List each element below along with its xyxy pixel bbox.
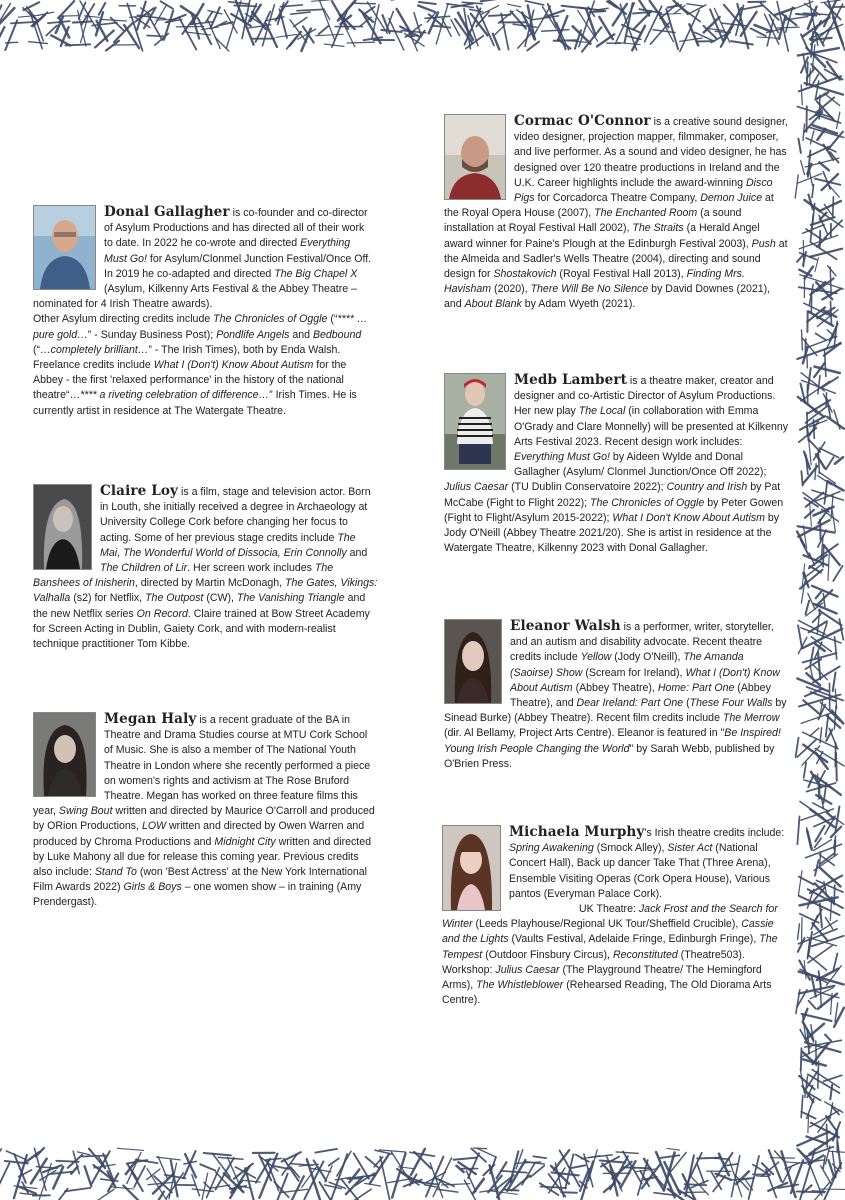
- cormac-oconnor-photo: [444, 114, 506, 200]
- megan-haly-photo: [33, 712, 96, 797]
- bio-name: Michaela Murphy: [509, 824, 645, 840]
- bio-text: UK Theatre: Jack Frost and the Search for Winter (Leeds Playhouse/Regional UK Tour/Sheffield Crucible), Cassie and the Lights (Vaults Festival, Adelaide Fringe, Edinburgh Fringe), The Tempest (Outdoor Finsbury Circus), Reconstituted (Theatre503). Workshop: Julius Caesar (The Playground Theatre/ The Hemingford Arms), The Whistleblower (Rehearsed Reading, The Old Diorama Arts Centre).: [442, 903, 778, 1007]
- bio-name: Cormac O'Connor: [514, 113, 651, 129]
- bio-name: Donal Gallagher: [104, 204, 230, 220]
- bio-medb-lambert: [444, 373, 789, 556]
- bio-name: Medb Lambert: [514, 372, 627, 388]
- bio-donal-gallagher: [33, 205, 373, 419]
- bio-name: Eleanor Walsh: [510, 618, 621, 634]
- bio-text: is a theatre maker, creator and designer and co-Artistic Director of Asylum Productions. Her new play The Local (in collaboration with Emma O'Grady and Clare Monnelly) will be presented at Kilkenny Arts Festival 2023. Recent design work includes: Everything Must Go! by Aideen Wylde and Donal Gallagher (Asylum/ Clonmel Junction/Once Off 2022); Julius Caesar (TU Dublin Conservatoire 2022); Country and Irish by Pat McCabe (Fight to Flight 2022); The Chronicles of Oggle by Peter Gowen (Fight to Flight/Asylum 2015-2022); What I Don't Know About Autism by Jody O'Neill (Abbey Theatre 2021/20). She is artist in residence at the Watergate Theatre, Kilkenny 2023 with Donal Gallagher.: [444, 375, 789, 555]
- bio-text: is a film, stage and television actor. Born in Louth, she initially received a degree in Archaeology at University College Cork before changing her focus to acting. Some of her previous stage credits include The Mai, The Wonderful World of Dissocia, Erin Connolly and The Children of Lir. Her screen work includes The Banshees of Inisherin, directed by Martin McDonagh, The Gates, Vikings: Valhalla (s2) for Netflix, The Outpost (CW), The Vanishing Triangle and the new Netflix series On Record. Claire trained at Bow Street Academy for Screen Acting in Dublin, Gaiety Cork, and with modern-realist technique practitioner Tom Kibbe.: [33, 486, 378, 651]
- bio-text: is a performer, writer, storyteller, and an autism and disability advocate. Recent theatre credits include Yellow (Jody O'Neill), The Amanda (Saoirse) Show (Scream for Ireland), What I (Don't) Know About Autism (Abbey Theatre), Home: Part One (Abbey Theatre), and Dear Ireland: Part One (These Four Walls by Sinead Burke) (Abbey Theatre). Recent film credits include The Merrow (dir. Al Bellamy, Project Arts Centre). Eleanor is featured in "Be Inspired! Young Irish People Changing the World" by Sarah Webb, published by O'Brien Press.: [444, 621, 787, 770]
- bio-text: Other Asylum directing credits include The Chronicles of Oggle (“**** …pure gold…” - Sunday Business Post); Pondlife Angels and Bedbound (“…completely brilliant…” - The Irish Times), both by Enda Walsh. Freelance credits include What I (Don't) Know About Autism for the Abbey - the first 'relaxed performance' in the history of the national theatre“…**** a riveting celebration of difference…” Irish Times. He is currently artist in residence at The Watergate Theatre.: [33, 313, 368, 417]
- donal-gallagher-photo: [33, 205, 96, 290]
- bio-name: Megan Haly: [104, 711, 197, 727]
- medb-lambert-photo: [444, 373, 506, 470]
- eleanor-walsh-photo: [444, 619, 502, 704]
- bio-megan-haly: [33, 712, 378, 911]
- claire-loy-photo: [33, 484, 92, 570]
- bio-cormac-oconnor: [444, 114, 789, 313]
- michaela-murphy-photo: [442, 825, 501, 911]
- bio-eleanor-walsh: [444, 619, 789, 772]
- bio-name: Claire Loy: [100, 483, 179, 499]
- bio-michaela-murphy: [442, 825, 787, 1008]
- bio-paragraph-2: [442, 902, 787, 1008]
- bio-text: is co-founder and co-director of Asylum Productions and has directed all of their work to date. In 2022 he co-wrote and directed Everything Must Go! for Asylum/Clonmel Junction Festival/Once Off. In 2019 he co-adapted and directed The Big Chapel X (Asylum, Kilkenny Arts Festival & the Abbey Theatre – nominated for 4 Irish Theatre awards).: [33, 207, 372, 311]
- bio-claire-loy: [33, 484, 378, 652]
- bio-text: 's Irish theatre credits include: Spring Awakening (Smock Alley), Sister Act (National Concert Hall), Back up dancer Take That (Three Arena), Ensemble Visiting Operas (Cork Opera House), Various pantos (Everyman Palace Cork).: [509, 827, 785, 900]
- bio-text: is a creative sound designer, video designer, projection mapper, filmmaker, composer, and live performer. As a sound and video designer, he has designed over 120 theatre productions in Ireland and the U.K. Career highlights include the award-winning Disco Pigs for Corcadorca Theatre Company, Demon Juice at the Royal Opera House (2007), The Enchanted Room (a sound installation at Royal Festival Hall 2002), The Straits (a Herald Angel award winner for Paine's Plough at the Edinburgh Festival 2003), Push at the Almeida and Sadler's Wells Theatre (2004), directing and sound design for Shostakovich (Royal Festival Hall 2013), Finding Mrs. Havisham (2020), There Will Be No Silence by David Downes (2021), and About Blank by Adam Wyeth (2021).: [444, 116, 788, 311]
- bio-paragraph-2: [33, 312, 373, 418]
- bio-text: is a recent graduate of the BA in Theatre and Drama Studies course at MTU Cork School of Music. She is also a member of The National Youth Theatre in London where she recently performed a piece on women's rights and activism at The Rose Bruford Theatre. Megan has worked on three feature films this year, Swing Bout written and directed by Maurice O'Carroll and produced by ORion Productions, LOW written and directed by Owen Warren and produced by Chroma Productions and Midnight City written and directed by Luke Mahony all due for release this coming year. Previous credits also include: Stand To (won 'Best Actress' at the New York International Film Awards 2022) Girls & Boys – one women show – in training (Amy Prendergast).: [33, 714, 375, 909]
